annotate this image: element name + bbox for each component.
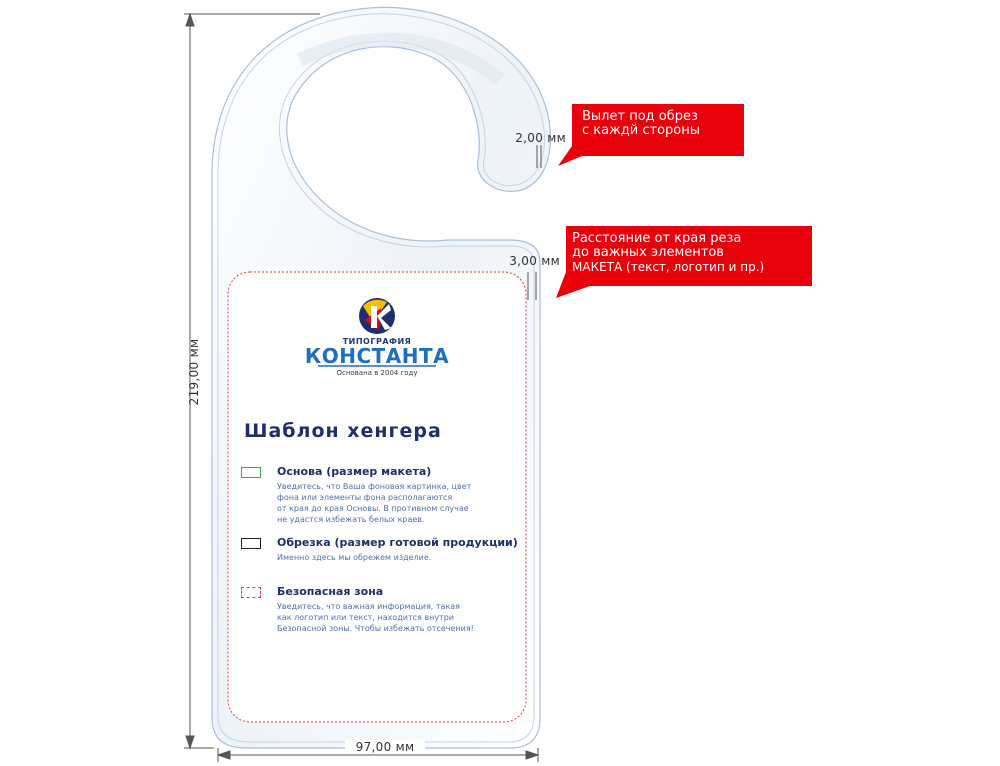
legend-desc-line: от края до края Основы. В противном случае	[277, 504, 469, 513]
height-dimension-label: 219,00 мм	[187, 338, 201, 406]
legend-title-safe: Безопасная зона	[277, 585, 384, 598]
brand-subtitle: Основана в 2004 году	[336, 369, 418, 377]
callout-line: до важных элементов	[572, 245, 724, 260]
page-title: Шаблон хенгера	[244, 420, 442, 442]
legend-desc-line: Безопасной зоны. Чтобы избежать отсечения!	[277, 624, 474, 633]
legend-desc-trim	[277, 552, 517, 563]
legend-desc-line: как логотип или текст, находится внутри	[277, 613, 454, 622]
legend-swatch-base	[241, 467, 261, 478]
callout-line: с каждй стороны	[582, 123, 701, 138]
safe-dimension-label: 3,00 мм	[509, 254, 560, 268]
legend-desc-line: не удастся избежать белых краев.	[277, 515, 425, 524]
legend-title-trim: Обрезка (размер готовой продукции)	[277, 536, 518, 549]
callout-line: Расстояние от края реза	[572, 231, 742, 246]
width-dimension-label: 97,00 мм	[345, 740, 425, 754]
legend-desc-line: фона или элементы фона располагаются	[277, 493, 453, 502]
legend-desc-line: Уведитесь, что важная информация, такая	[277, 602, 460, 611]
callout-line: Вылет под обрез	[582, 109, 698, 124]
legend-swatch-trim	[241, 538, 261, 549]
callout-line: МАКЕТА (текст, логотип и пр.)	[572, 260, 765, 274]
safe-callout-text	[572, 232, 812, 274]
legend-title-base: Основа (размер макета)	[277, 465, 432, 478]
bleed-dimension-label: 2,00 мм	[515, 131, 566, 145]
legend-desc-line: Уведитесь, что Ваша фоновая картинка, цвет	[277, 482, 472, 491]
legend-desc-base	[277, 481, 517, 525]
legend-desc-line: Именно здесь мы обрежем изделие.	[277, 553, 432, 562]
brand-logo-icon	[359, 298, 395, 334]
bleed-callout-text	[582, 110, 742, 138]
brand-top-text: ТИПОГРАФИЯ	[342, 337, 412, 346]
legend-desc-safe	[277, 601, 517, 634]
legend-swatch-safe	[241, 587, 261, 598]
brand-name: КОНСТАНТА	[304, 344, 450, 368]
